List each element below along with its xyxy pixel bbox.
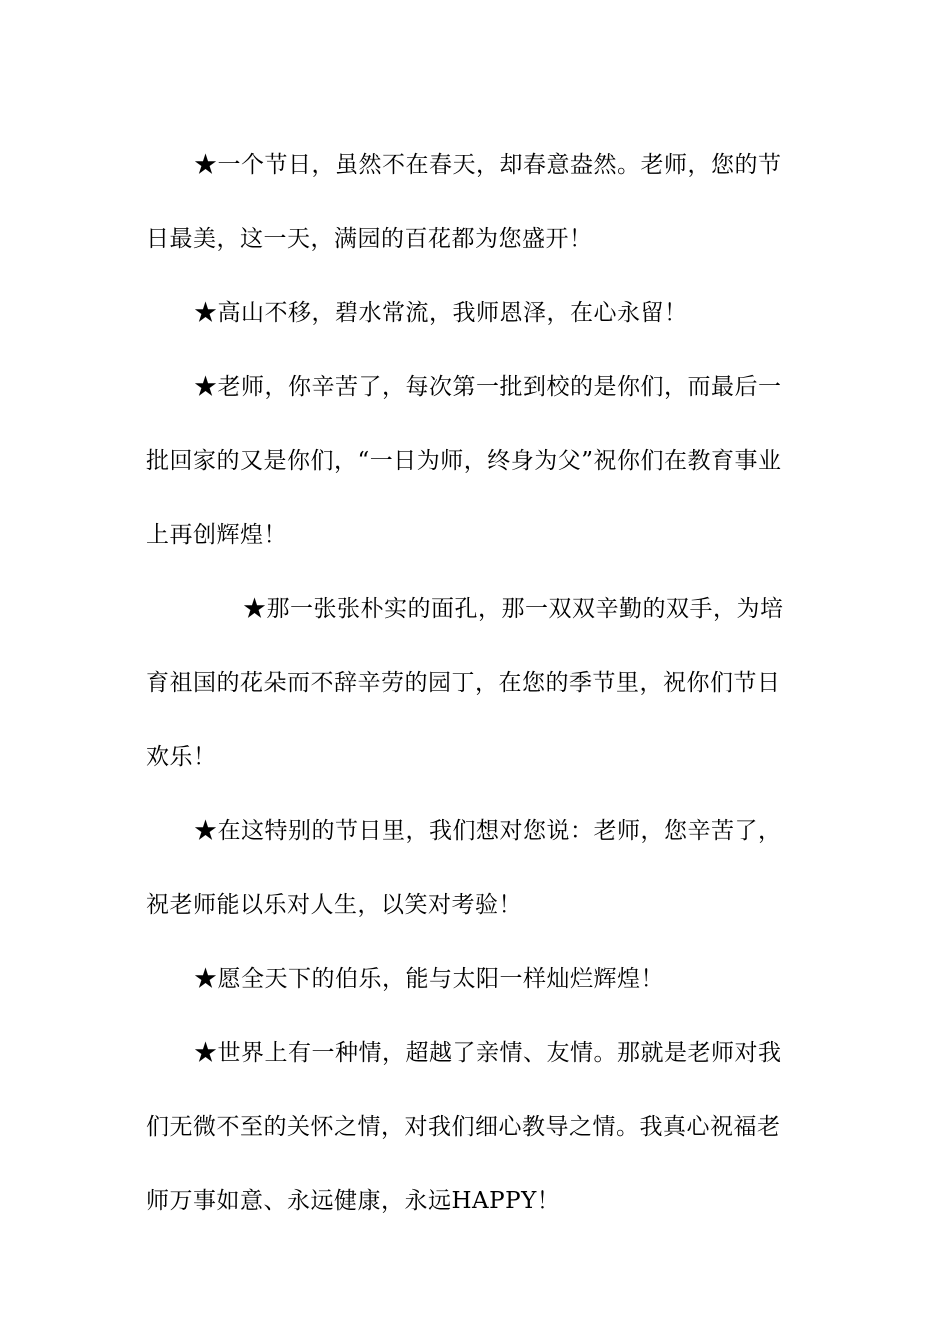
text-line: 欢乐！	[146, 744, 217, 770]
text-line: ★在这特别的节日里，我们想对您说：老师，您辛苦了，	[194, 818, 782, 844]
paragraph-4	[146, 572, 810, 794]
text-line: ★高山不移，碧水常流，我师恩泽，在心永留！	[194, 300, 688, 326]
text-line: 们无微不至的关怀之情，对我们细心教导之情。我真心祝福老	[146, 1114, 781, 1140]
document-body	[146, 128, 810, 1238]
text-line: ★愿全天下的伯乐，能与太阳一样灿烂辉煌！	[194, 966, 664, 992]
text-line: 上再创辉煌！	[146, 522, 287, 548]
text-line: ★世界上有一种情，超越了亲情、友情。那就是老师对我	[194, 1040, 782, 1066]
paragraph-6	[146, 942, 810, 1016]
paragraph-7	[146, 1016, 810, 1238]
paragraph-2	[146, 276, 810, 350]
text-line: 育祖国的花朵而不辞辛劳的园丁，在您的季节里，祝你们节日	[146, 670, 781, 696]
paragraph-1	[146, 128, 810, 276]
text-line: 日最美，这一天，满园的百花都为您盛开！	[146, 226, 593, 252]
paragraph-5	[146, 794, 810, 942]
text-line: 批回家的又是你们，“一日为师，终身为父”祝你们在教育事业	[146, 448, 782, 474]
paragraph-3	[146, 350, 810, 572]
text-line: ★老师，你辛苦了，每次第一批到校的是你们，而最后一	[194, 374, 782, 400]
text-line: ★一个节日，虽然不在春天，却春意盎然。老师，您的节	[194, 152, 782, 178]
text-line: ★那一张张朴实的面孔，那一双双辛勤的双手，为培	[243, 596, 784, 622]
text-line: 师万事如意、永远健康，永远HAPPY！	[146, 1188, 561, 1214]
text-line: 祝老师能以乐对人生，以笑对考验！	[146, 892, 522, 918]
